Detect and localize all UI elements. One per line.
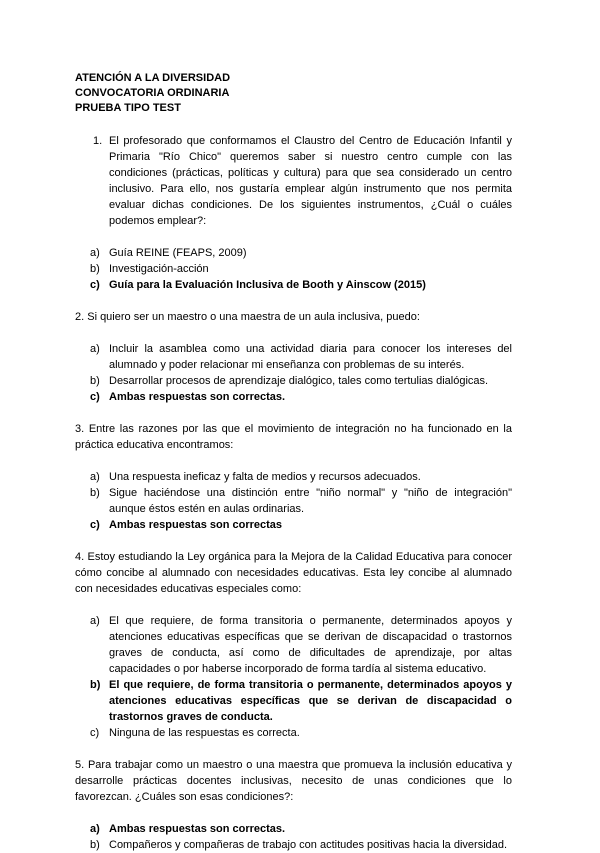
option-a-correct: a) Ambas respuestas son correctas. <box>90 823 286 835</box>
option-a: a) Incluir la asamblea como una actividad diaria para conocer los intereses del alumnado y poder relacionar mi enseñanza con problemas de su interés. <box>90 343 512 371</box>
header-title: ATENCIÓN A LA DIVERSIDAD <box>75 72 231 84</box>
document-header <box>75 71 512 116</box>
options-list <box>75 613 512 741</box>
option-a: a) Guía REINE (FEAPS, 2009) <box>90 247 247 259</box>
question-3-text: 3. Entre las razones por las que el movimiento de integración no ha funcionado en la práctica educativa encontramos: <box>75 423 512 451</box>
option-b-correct: b) El que requiere, de forma transitoria o permanente, determinados apoyos y atenciones educativas específicas que se derivan de discapacidad o trastornos graves de conducta. <box>90 679 512 723</box>
header-test-type: PRUEBA TIPO TEST <box>75 102 181 114</box>
option-b: b) Investigación-acción <box>90 263 209 275</box>
options-list <box>75 821 512 853</box>
option-c: c) Ninguna de las respuestas es correcta. <box>90 727 300 739</box>
option-b: b) Compañeros y compañeras de trabajo con actitudes positivas hacia la diversidad. <box>90 839 508 851</box>
question-text: El profesorado que conformamos el Claustro del Centro de Educación Infantil y Primaria "Río Chico" queremos saber si nuestro centro cumple con las condiciones (prácticas, políticas y cultura) para que sea considerado un centro inclusivo. Para ello, nos gustaría emplear algún instrumento que nos permita evaluar dichas condiciones. De los siguientes instrumentos, ¿Cuál o cuáles podemos emplear?: <box>109 135 512 227</box>
option-b: b) Sigue haciéndose una distinción entre "niño normal" y "niño de integración" aunque éstos estén en aulas ordinarias. <box>90 487 512 515</box>
option-a: a) El que requiere, de forma transitoria o permanente, determinados apoyos y atenciones educativas específicas que se derivan de discapacidad o trastornos graves de conducta, así como de dificultades de aprendizaje, por altas capacidades o por haberse incorporado de forma tardía al sistema educativo. <box>90 615 512 675</box>
header-call: CONVOCATORIA ORDINARIA <box>75 87 230 99</box>
options-list <box>75 245 512 293</box>
question-5-text: 5. Para trabajar como un maestro o una maestra que promueva la inclusión educativa y desarrolle prácticas docentes inclusivas, necesito de unas condiciones que lo favorezcan. ¿Cuáles son esas condiciones?: <box>75 759 512 803</box>
question-number: 1. <box>93 135 103 147</box>
option-c-correct: c) Ambas respuestas son correctas. <box>90 391 286 403</box>
option-c-correct: c) Ambas respuestas son correctas <box>90 519 283 531</box>
question-2-text: 2. Si quiero ser un maestro o una maestra de un aula inclusiva, puedo: <box>75 311 420 323</box>
options-list <box>75 341 512 405</box>
option-b: b) Desarrollar procesos de aprendizaje dialógico, tales como tertulias dialógicas. <box>90 375 489 387</box>
question-1 <box>75 133 512 229</box>
option-c-correct: c) Guía para la Evaluación Inclusiva de Booth y Ainscow (2015) <box>90 279 426 291</box>
option-a: a) Una respuesta ineficaz y falta de medios y recursos adecuados. <box>90 471 421 483</box>
question-4-text: 4. Estoy estudiando la Ley orgánica para la Mejora de la Calidad Educativa para conocer cómo concibe al alumnado con necesidades educativas. Esta ley concibe al alumnado con necesidades educativas especiales como: <box>75 551 512 595</box>
options-list <box>75 469 512 533</box>
